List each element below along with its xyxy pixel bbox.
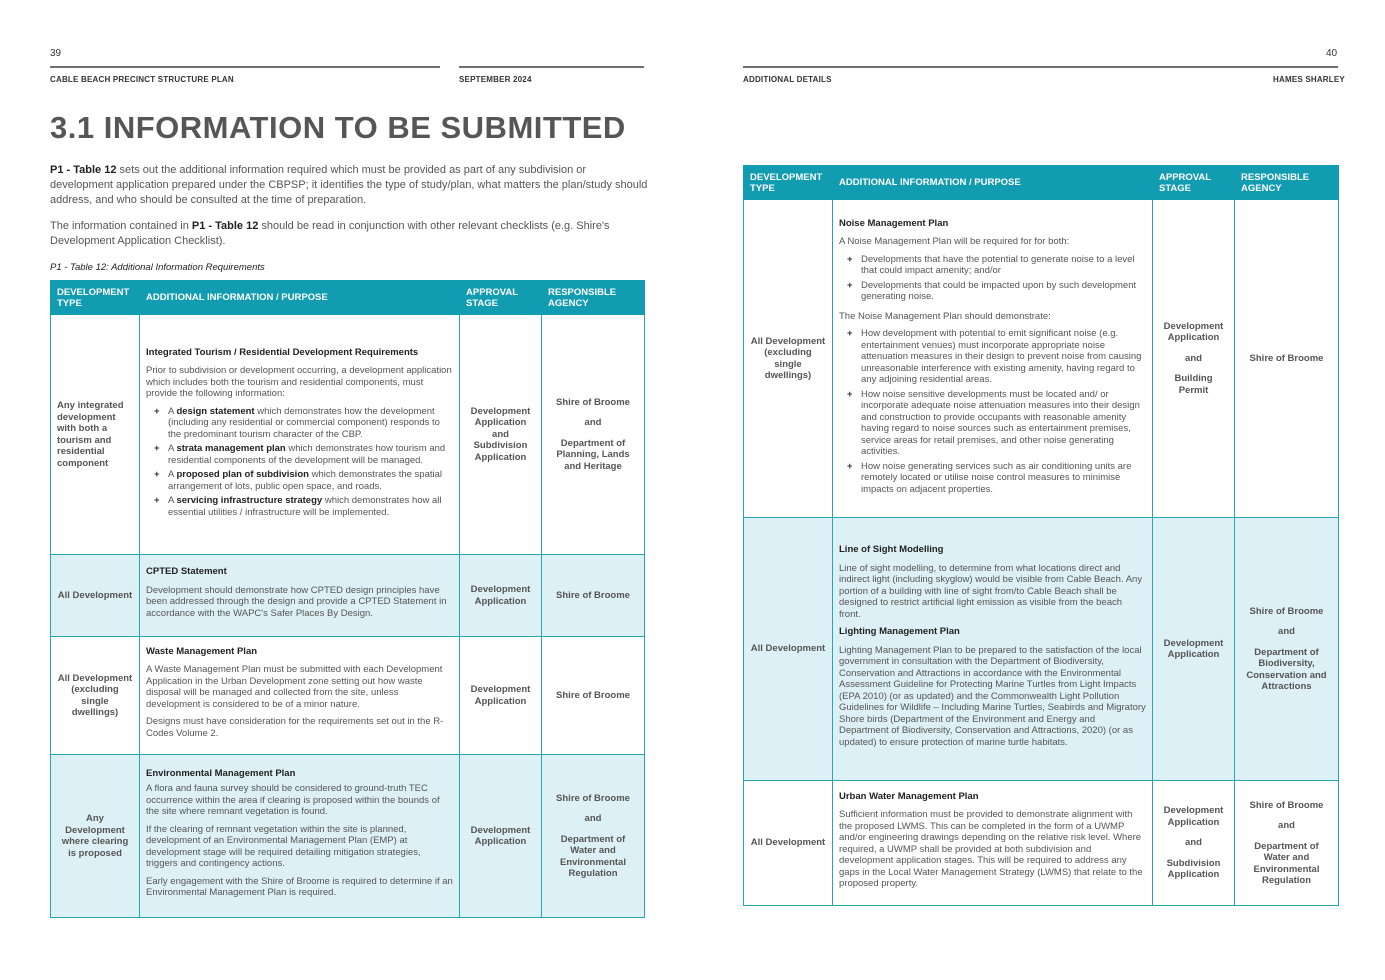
- requirement-text: The Noise Management Plan should demonstrate:: [839, 310, 1051, 322]
- running-header-author: HAMES SHARLEY: [1273, 75, 1345, 84]
- requirement-text: Designs must have consideration for the requirements set out in the R-Codes Volume 2.: [146, 716, 444, 739]
- col-header-approval-stage: APPROVAL STAGE: [460, 281, 542, 315]
- list-item: + How development with potential to emit significant noise (e.g. entertainment venues) must incorporate appropriate noise attenuation measures in their design to prevent noise from causing unreasonable interference with existing amenity, having regard to any adjoining residential areas.: [847, 328, 1142, 386]
- plus-bullet-icon: +: [154, 405, 160, 417]
- table-row: [51, 637, 645, 755]
- development-type-cell: Any integrated development with both a tourism and residential component: [51, 315, 140, 555]
- requirement-heading: Environmental Management Plan: [146, 767, 296, 779]
- bullet-list: [839, 254, 1146, 303]
- approval-stage-cell: Development Application: [460, 555, 542, 637]
- approval-stage-cell: Development Application: [1153, 518, 1235, 781]
- table-header-row: [51, 281, 645, 315]
- requirement-text: Early engagement with the Shire of Broome is required to determine if an Environmental Management Plan is required.: [146, 875, 453, 898]
- information-cell: [140, 755, 460, 918]
- responsible-agency-cell: Shire of Broome: [1235, 200, 1339, 518]
- page-number-left: 39: [50, 48, 62, 59]
- intro-paragraph-1: P1 - Table 12 sets out the additional information required which must be provided as part of any subdivision or development application prepared under the CBPSP; it identifies the type of study/plan, what matters the plan/study should address, and who should be consulted at the time of preparation.: [50, 164, 648, 206]
- list-item: + How noise sensitive developments must be located and/ or incorporate adequate noise attenuation measures into their design and construction to provide occupants with reasonable amenity having regard to noise sources such as entertainment premises, service areas for retail premises, and other noise generating activities.: [847, 388, 1140, 458]
- information-cell: [833, 200, 1153, 518]
- information-cell: [140, 315, 460, 555]
- approval-stage-cell: Development Application: [460, 755, 542, 918]
- plus-bullet-icon: +: [847, 388, 853, 400]
- intro-paragraph-2: The information contained in P1 - Table 12 should be read in conjunction with other relevant checklists (e.g. Shire's Development Application Checklist).: [50, 220, 610, 247]
- table-row: [744, 781, 1339, 906]
- table-row: [51, 315, 645, 555]
- list-item: + Developments that have the potential to generate noise to a level that could impact amenity; and/or: [847, 253, 1135, 277]
- plus-bullet-icon: +: [847, 253, 853, 265]
- running-header-section: ADDITIONAL DETAILS: [743, 75, 832, 84]
- responsible-agency-cell: Shire of Broome: [542, 555, 645, 637]
- requirement-text: If the clearing of remnant vegetation within the site is planned, development of an Environmental Management Plan (EMP) at development stage will be required detailing mitigation strategies, triggers and contingency actions.: [146, 823, 421, 869]
- header-rule: [459, 66, 644, 68]
- approval-stage-cell: Development Application: [460, 637, 542, 755]
- bullet-list: [839, 328, 1146, 495]
- requirement-text: Sufficient information must be provided to demonstrate alignment with the proposed LWMS. This can be completed in the form of a UWMP and/or engineering drawings depending on the relative risk level. Where required, a UWMP shall be provided at both subdivision and development application stages. This will be required to address any gaps in the Local Water Management Strategy (LWMS) that relate to the proposed property.: [839, 809, 1143, 889]
- responsible-agency-cell: Shire of Broome and Department of Biodiversity, Conservation and Attractions: [1235, 518, 1339, 781]
- col-header-additional-info: ADDITIONAL INFORMATION / PURPOSE: [833, 166, 1153, 200]
- responsible-agency-cell: Shire of Broome: [542, 637, 645, 755]
- requirements-table-right: [743, 165, 1339, 906]
- development-type-cell: All Development (excluding single dwellings): [51, 637, 140, 755]
- responsible-agency-cell: Shire of Broome and Department of Water and Environmental Regulation: [1235, 781, 1339, 906]
- plus-bullet-icon: +: [847, 460, 853, 472]
- requirement-text: A flora and fauna survey should be considered to ground-truth TEC occurrence within the area if clearing is proposed within the bounds of the site where remnant vegetation is found.: [146, 783, 440, 817]
- information-cell: [140, 637, 460, 755]
- table-row: [744, 518, 1339, 781]
- table-header-row: [744, 166, 1339, 200]
- requirement-heading: Urban Water Management Plan: [839, 790, 979, 802]
- approval-stage-cell: Development Application and Subdivision Application: [460, 315, 542, 555]
- information-cell: [833, 781, 1153, 906]
- header-rule: [50, 66, 440, 68]
- list-item: + Developments that could be impacted upon by such development generating noise.: [847, 279, 1137, 303]
- information-cell: [140, 555, 460, 637]
- list-item: + A strata management plan which demonstrates how tourism and residential components of the development will be managed.: [154, 443, 446, 466]
- requirement-text: Line of sight modelling, to determine from what locations direct and indirect light (including skyglow) would be visible from Cable Beach. Any portion of a building with line of sight from/to Cable Beach shall be designed to restrict artificial light emission as visible from the beach front.: [839, 562, 1143, 620]
- requirement-heading: CPTED Statement: [146, 566, 227, 577]
- list-item: + How noise generating services such as air conditioning units are remotely located or utilise noise control measures to minimise impacts on adjacent properties.: [847, 460, 1132, 495]
- requirement-text: A Noise Management Plan will be required for for both:: [839, 236, 1070, 248]
- approval-stage-cell: Development Application and Building Permit: [1153, 200, 1235, 518]
- table-caption: P1 - Table 12: Additional Information Requirements: [50, 262, 265, 273]
- requirement-heading: Noise Management Plan: [839, 217, 949, 229]
- page-number-right: 40: [1326, 48, 1338, 59]
- table-row: [51, 555, 645, 637]
- running-header-left: CABLE BEACH PRECINCT STRUCTURE PLAN: [50, 75, 234, 84]
- responsible-agency-cell: Shire of Broome and Department of Planning, Lands and Heritage: [542, 315, 645, 555]
- development-type-cell: All Development: [51, 555, 140, 637]
- requirement-heading: Waste Management Plan: [146, 645, 258, 657]
- col-header-development-type: DEVELOPMENT TYPE: [744, 166, 833, 200]
- requirement-heading: Integrated Tourism / Residential Development Requirements: [146, 346, 419, 358]
- requirement-text: A Waste Management Plan must be submitted with each Development Application in the Urban Development zone setting out how waste disposal will be managed and collected from the site, unless development is considered to be of a minor nature.: [146, 664, 443, 710]
- list-item: + A proposed plan of subdivision which demonstrates the spatial arrangement of lots, public open space, and roads.: [154, 469, 443, 492]
- section-title: 3.1 INFORMATION TO BE SUBMITTED: [50, 110, 626, 145]
- table-row: [744, 200, 1339, 518]
- list-item: + A design statement which demonstrates how the development (including any residential or commercial component) responds to the predominant tourism character of the CBP.: [154, 405, 440, 440]
- requirement-text: Lighting Management Plan to be prepared to the satisfaction of the local government in consultation with the Department of Biodiversity, Conservation and Attractions in accordance with the Environmental Assessment Guideline for Protecting Marine Turtles from Light Impacts (EPA 2010) (or as updated) and the Commonwealth Light Pollution Guidelines for Wildlife – Including Marine Turtles, Seabirds and Migratory Shore birds (Department of the Environment and Energy and Department of Biodiversity, Conservation and Attractions, 2020) (or as updated) to ensure protection of marine turtle habitats.: [839, 644, 1146, 748]
- list-item: + A servicing infrastructure strategy which demonstrates how all essential utilities / infrastructure will be implemented.: [154, 495, 442, 518]
- development-type-cell: All Development: [744, 781, 833, 906]
- header-rule: [743, 66, 1338, 68]
- approval-stage-cell: Development Application and Subdivision Application: [1153, 781, 1235, 906]
- plus-bullet-icon: +: [847, 279, 853, 291]
- requirements-table-left: [50, 280, 645, 918]
- col-header-additional-info: ADDITIONAL INFORMATION / PURPOSE: [140, 281, 460, 315]
- requirement-text: Prior to subdivision or development occurring, a development application which includes both the tourism and residential components, must provide the following information:: [146, 365, 452, 400]
- plus-bullet-icon: +: [847, 328, 853, 340]
- col-header-responsible-agency: RESPONSIBLE AGENCY: [1235, 166, 1339, 200]
- requirement-heading: Line of Sight Modelling: [839, 544, 944, 555]
- running-header-date: SEPTEMBER 2024: [459, 75, 532, 84]
- col-header-development-type: DEVELOPMENT TYPE: [51, 281, 140, 315]
- col-header-responsible-agency: RESPONSIBLE AGENCY: [542, 281, 645, 315]
- responsible-agency-cell: Shire of Broome and Department of Water and Environmental Regulation: [542, 755, 645, 918]
- table-row: [51, 755, 645, 918]
- plus-bullet-icon: +: [154, 443, 160, 455]
- development-type-cell: Any Development where clearing is proposed: [51, 755, 140, 918]
- development-type-cell: All Development: [744, 518, 833, 781]
- requirement-heading: Lighting Management Plan: [839, 626, 960, 637]
- plus-bullet-icon: +: [154, 495, 160, 507]
- col-header-approval-stage: APPROVAL STAGE: [1153, 166, 1235, 200]
- bullet-list: [146, 406, 453, 519]
- requirement-text: Development should demonstrate how CPTED design principles have been addressed through the design and provide a CPTED Statement in accordance with the WAPC's Safer Places By Design.: [146, 584, 447, 619]
- development-type-cell: All Development (excluding single dwellings): [744, 200, 833, 518]
- plus-bullet-icon: +: [154, 469, 160, 481]
- information-cell: [833, 518, 1153, 781]
